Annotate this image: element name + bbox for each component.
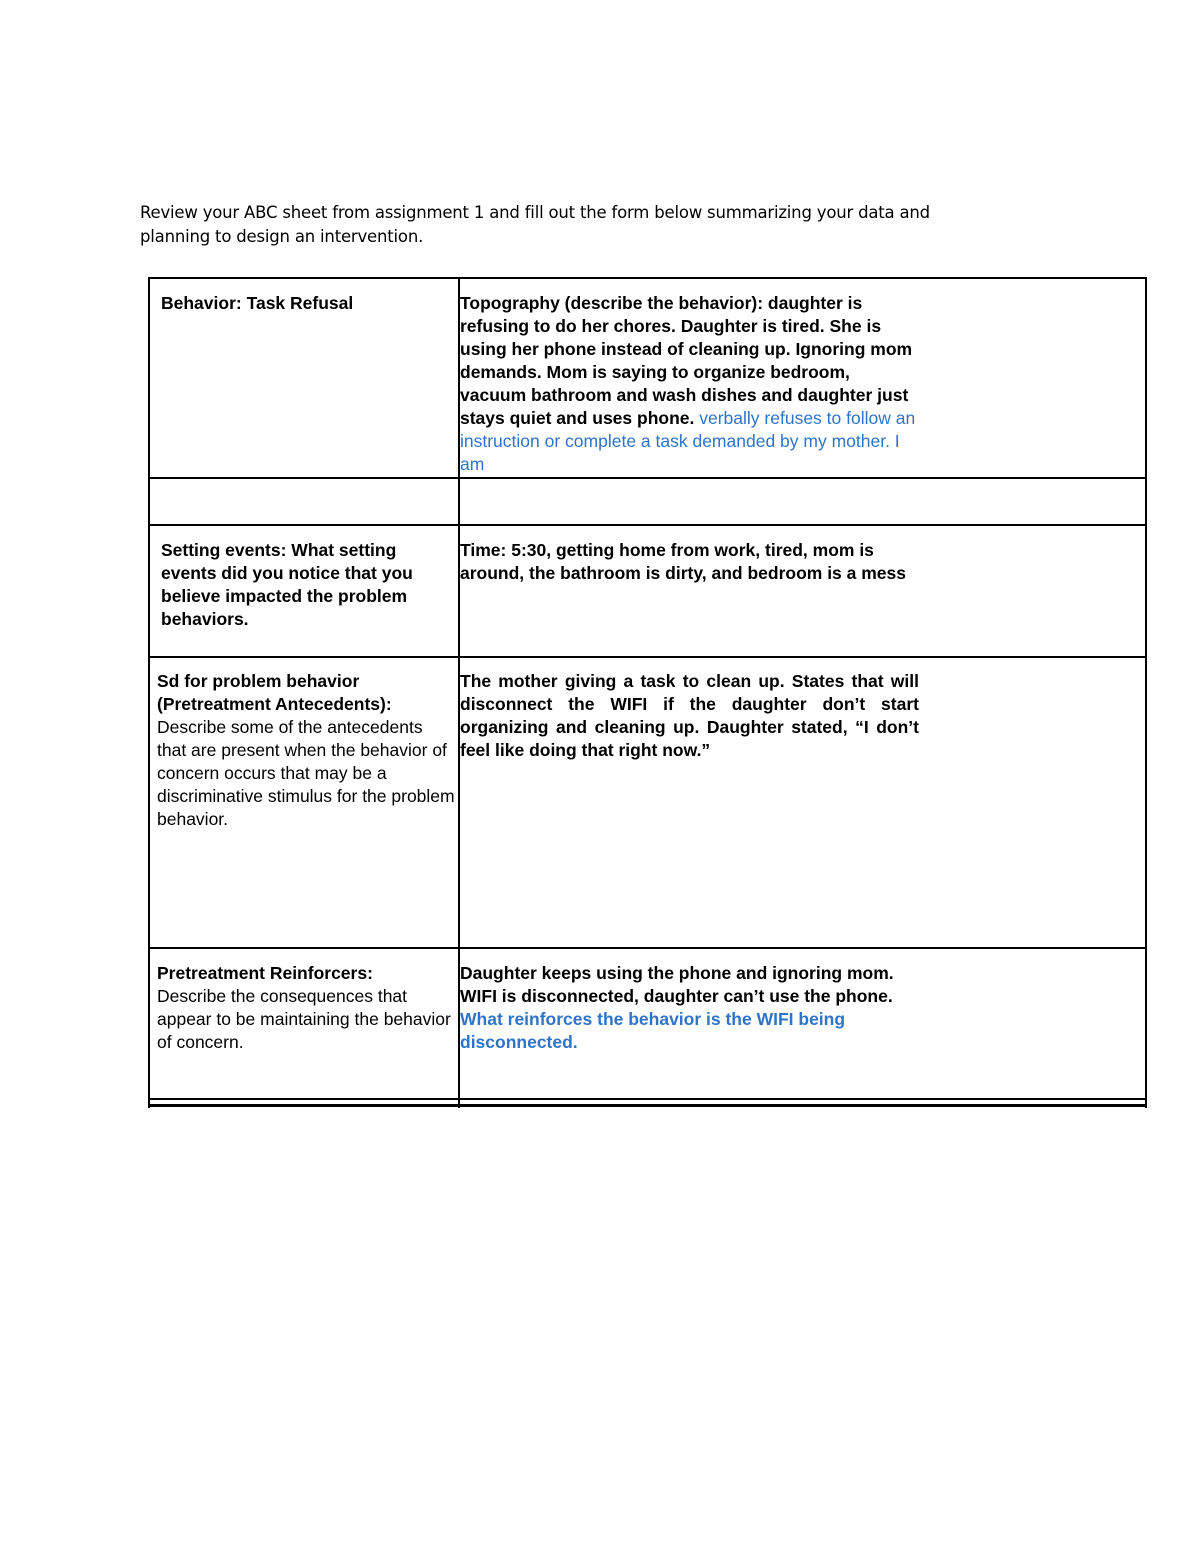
row-divider-4 (148, 947, 1147, 949)
row-divider-2 (148, 524, 1147, 526)
row-divider-3 (148, 656, 1147, 658)
reinforcers-text: Daughter keeps using the phone and ignoring mom. WIFI is disconnected, daughter can’t use the phone. (460, 963, 894, 1006)
instructions-line-2: planning to design an intervention. (140, 227, 424, 246)
abc-summary-form (148, 277, 1147, 1108)
topography-text: Topography (describe the behavior): daughter is refusing to do her chores. Daughter is tired. She is using her phone instead of cleaning up. Ignoring mom demands. Mom is saying to organize bedroom, vacuum bathroom and wash dishes and daughter just stays quiet and uses phone. (460, 293, 913, 428)
table-border-left (148, 277, 150, 1108)
table-border-top (148, 277, 1147, 279)
reinforcers-label-cell (157, 962, 455, 1054)
topography-note: verbally refuses to follow an instruction or complete a task demanded by my mother. I am (460, 408, 916, 474)
behavior-label: Behavior: Task Refusal (161, 293, 354, 313)
reinforcers-note: What reinforces the behavior is the WIFI being disconnected. (460, 1009, 846, 1052)
empty-cell-left (150, 479, 458, 524)
sd-label-cell (157, 670, 455, 831)
table-border-bottom-2 (148, 1104, 1147, 1107)
table-border-right (1145, 277, 1147, 1108)
topography-cell (460, 292, 918, 475)
table-border-bottom-1 (148, 1098, 1147, 1100)
instructions-text (140, 201, 1040, 249)
reinforcers-description: Describe the consequences that appear to be maintaining the behavior of concern. (157, 986, 451, 1052)
instructions-line-1: Review your ABC sheet from assignment 1 and fill out the form below summarizing your data and (140, 203, 930, 222)
sd-label: Sd for problem behavior (Pretreatment Antecedents): (157, 671, 392, 714)
empty-cell-right (460, 479, 1145, 524)
sd-description: Describe some of the antecedents that are present when the behavior of concern occurs that may be a discriminative stimulus for the problem behavior. (157, 717, 455, 829)
reinforcers-cell (460, 962, 908, 1054)
setting-events-text: Time: 5:30, getting home from work, tired, mom is around, the bathroom is dirty, and bedroom is a mess (460, 540, 907, 583)
setting-events-label: Setting events: What setting events did you notice that you believe impacted the problem behaviors. (161, 540, 413, 629)
reinforcers-label: Pretreatment Reinforcers: (157, 963, 373, 983)
sd-text: The mother giving a task to clean up. States that will disconnect the WIFI if the daughter don’t start organizing and cleaning up. Daughter stated, “I don’t feel like doing that right now.” (460, 671, 919, 760)
